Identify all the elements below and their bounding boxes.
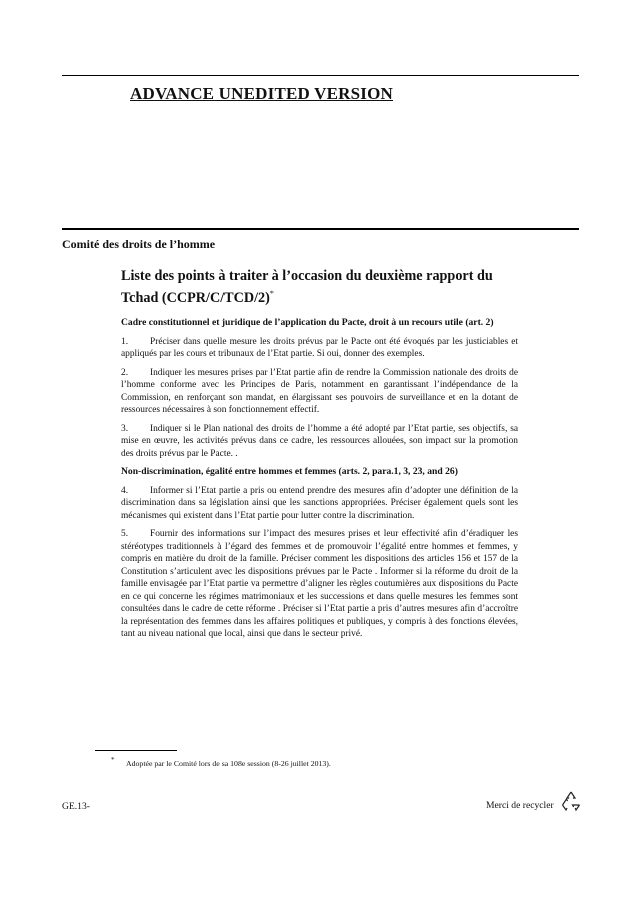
- header-rule: [62, 228, 579, 230]
- paragraph-text: Informer si l’Etat partie a pris ou entend prendre des mesures afin d’adopter une définition de la discrimination dans sa législation ainsi que les sanctions appropriées. Préciser également quels sont les mécanismes qui existent dans l’Etat partie pour lutter contre la discrimination.: [121, 485, 518, 521]
- recycle-arrow-top-b: [567, 792, 571, 798]
- document-title: [121, 268, 518, 307]
- recycle-arrow-left: [563, 805, 568, 810]
- paragraph-number: 5.: [121, 529, 129, 539]
- paragraph-number: 2.: [121, 367, 129, 378]
- recycle-label: Merci de recycler: [486, 800, 554, 811]
- advance-unedited-banner: ADVANCE UNEDITED VERSION: [130, 84, 394, 103]
- footnote: [111, 756, 331, 768]
- paragraph-number: 4.: [121, 485, 129, 496]
- committee-name: Comité des droits de l’homme: [62, 237, 216, 251]
- paragraph: [121, 423, 518, 461]
- paragraph-text: Préciser dans quelle mesure les droits prévus par le Pacte ont été évoqués par les justiciables et appliqués par les cours et tribunaux de l’Etat partie. Si oui, donner des exemples.: [121, 336, 518, 359]
- document-title-text: Liste des points à traiter à l’occasion du deuxième rapport du Tchad (CCPR/C/TCD/2): [121, 268, 493, 306]
- paragraph-text: Indiquer si le Plan national des droits de l’homme a été adopté par l’Etat partie, ses objectifs, sa mise en œuvre, les activités prévus dans ce cadre, les ressources allouées, son impact sur la promotion des droits prévus par le Pacte. .: [121, 423, 518, 459]
- paragraph: [121, 485, 518, 523]
- paragraph: [121, 367, 518, 417]
- section-heading: Non-discrimination, égalité entre hommes et femmes (arts. 2, para.1, 3, 23, and 26): [121, 466, 458, 477]
- paragraph: [121, 336, 518, 361]
- paragraph: [121, 528, 518, 641]
- footnote-mark: *: [111, 756, 115, 764]
- paragraph-text: Indiquer les mesures prises par l’Etat partie afin de rendre la Commission nationale des droits de l’homme conforme avec les Principes de Paris, notamment en garantissant l’indépendance de la Commission, en renforçant son mandat, en élargissant ses pouvoirs de surveillance et en la dotant de ressources nécessaires à son fonctionnement effectif.: [121, 367, 518, 415]
- footnote-rule: [95, 750, 177, 751]
- recycle-arrow-left-b: [563, 799, 568, 805]
- document-body: [121, 268, 518, 647]
- top-rule: [62, 75, 579, 76]
- paragraph-number: 1.: [121, 336, 129, 347]
- section-heading: Cadre constitutionnel et juridique de l’application du Pacte, droit à un recours utile (art. 2): [121, 317, 494, 328]
- paragraph-number: 3.: [121, 423, 129, 434]
- title-footnote-mark: *: [269, 289, 274, 298]
- footnote-text: Adoptée par le Comité lors de sa 108e session (8-26 juillet 2013).: [126, 759, 331, 768]
- recycle-arrow-right: [575, 805, 579, 810]
- recycle-icon: [560, 790, 582, 812]
- recycle-arrow-top: [571, 792, 575, 798]
- paragraph-text: Fournir des informations sur l’impact des mesures prises et leur effectivité afin d’éradiquer les stéréotypes traditionnels à l’égard des femmes et de promouvoir l’égalité entre hommes et femmes, y compris en matière du droit de la famille. Préciser comment les dispositions des articles 156 et 157 de la Constitution s’articulent avec les dispositions prévues par le Pacte . Informer si la réforme du droit de la famille envisagée par l’Etat partie va permettre d’aligner les règles coutumières aux dispositions du Pacte en ce qui concerne les régimes matrimoniaux et les successions et dans quelle mesures les femmes sont consultées dans le cadre de cette réforme . Préciser si l’Etat partie a pris d’autres mesures afin d’accroître la représentation des femmes dans les affaires politiques et publiques, y compris à des fonctions élevées, tant au niveau national que local, ainsi que dans le secteur privé.: [121, 529, 518, 639]
- document-symbol: GE.13-: [62, 801, 90, 812]
